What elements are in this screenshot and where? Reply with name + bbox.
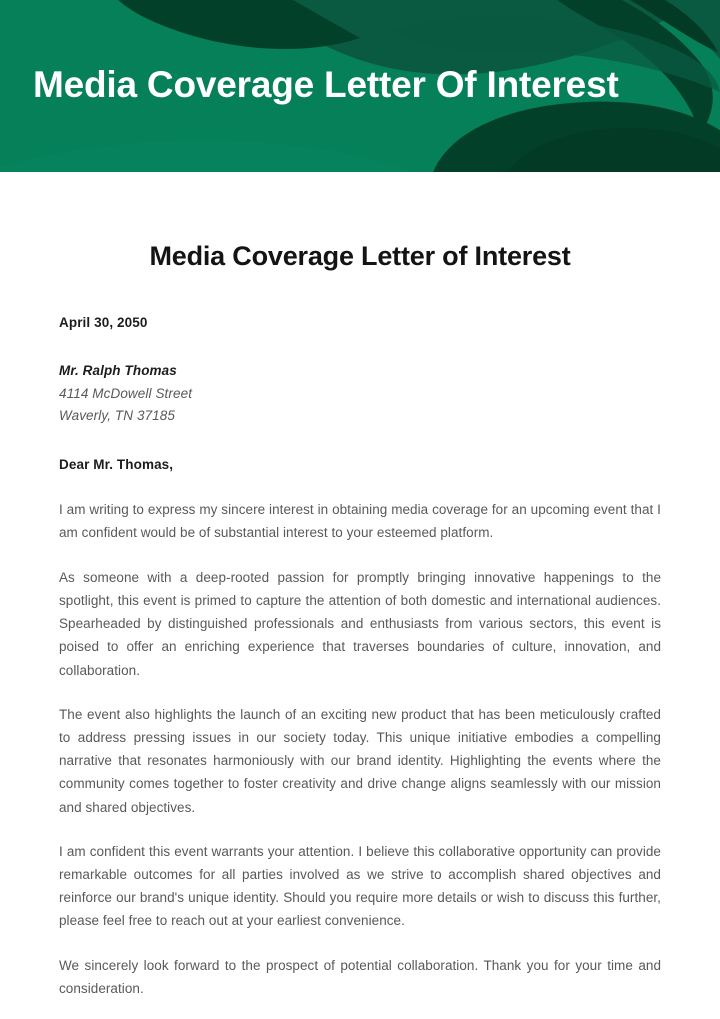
- body-paragraph-1: I am writing to express my sincere interest in obtaining media coverage for an upcoming event that I am confident would be of substantial interest to your esteemed platform.: [59, 502, 661, 541]
- recipient-address-block: [59, 360, 661, 427]
- body-paragraph-5: We sincerely look forward to the prospect of potential collaboration. Thank you for your time and consideration.: [59, 957, 661, 996]
- letter-content: [0, 240, 720, 1000]
- body-paragraph-4: I am confident this event warrants your attention. I believe this collaborative opportunity can provide remarkable outcomes for all parties involved as we strive to accomplish shared objectives and reinforce our brand's unique identity. Should you require more details or wish to discuss this further, please feel free to reach out at your earliest convenience.: [59, 843, 661, 929]
- letter-date: April 30, 2050: [59, 315, 148, 331]
- recipient-city-state-zip: Waverly, TN 37185: [59, 407, 175, 423]
- recipient-street: 4114 McDowell Street: [59, 385, 193, 401]
- salutation: Dear Mr. Thomas,: [59, 457, 174, 473]
- document-title: Media Coverage Letter of Interest: [149, 241, 571, 271]
- body-paragraph-3: The event also highlights the launch of an exciting new product that has been meticulously crafted to address pressing issues in our society today. This unique initiative embodies a compelling narrative that resonates harmoniously with our brand identity. Highlighting the events where the community comes together to foster creativity and drive change aligns seamlessly with our mission and shared objectives.: [59, 706, 661, 815]
- body-paragraph-2: As someone with a deep-rooted passion for promptly bringing innovative happenings to the spotlight, this event is primed to capture the attention of both domestic and international audiences. Spearheaded by distinguished professionals and enthusiasts from various sectors, this event is poised to offer an enriching experience that traverses boundaries of culture, innovation, and collaboration.: [59, 569, 661, 678]
- header-banner: [0, 0, 720, 172]
- letter-body-paragraphs: [59, 498, 661, 1000]
- recipient-name: Mr. Ralph Thomas: [59, 363, 177, 379]
- banner-title: Media Coverage Letter Of Interest: [33, 64, 619, 105]
